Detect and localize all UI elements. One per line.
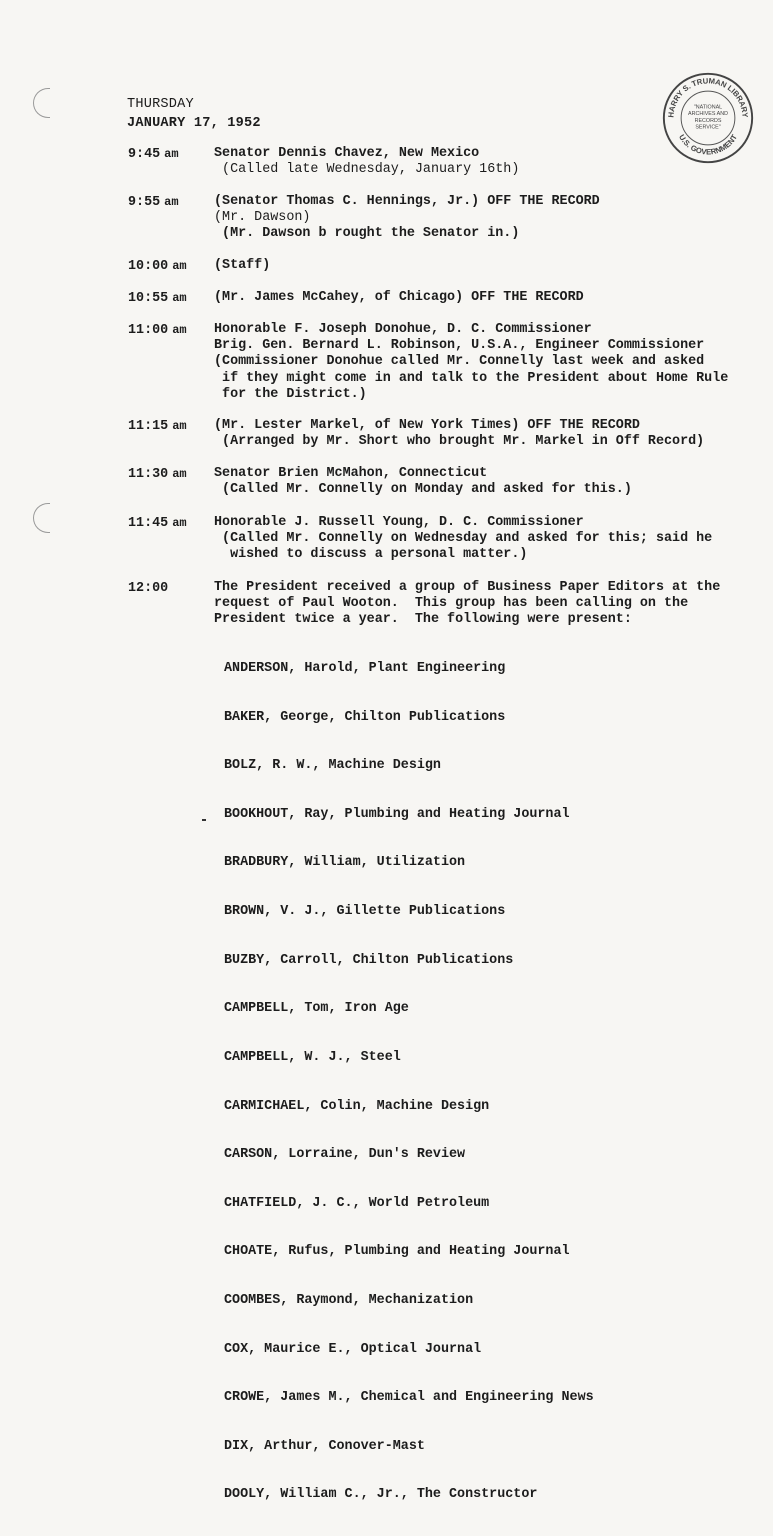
entry-line: request of Paul Wooton. This group has been calling on the bbox=[214, 596, 689, 612]
entry-time: 10:55 am bbox=[128, 291, 187, 306]
entry-line: (Arranged by Mr. Short who brought Mr. Markel in Off Record) bbox=[214, 434, 705, 450]
entry-line: Senator Dennis Chavez, New Mexico bbox=[214, 146, 480, 161]
list-item: CHOATE, Rufus, Plumbing and Heating Journal bbox=[224, 1244, 570, 1260]
entry-line: for the District.) bbox=[214, 386, 367, 402]
list-item: CAMPBELL, Tom, Iron Age bbox=[224, 1001, 409, 1017]
stamp-center-line: ARCHIVES AND bbox=[688, 111, 728, 118]
entry-line: (Mr. Dawson) bbox=[214, 210, 311, 226]
punch-hole-mark bbox=[33, 88, 50, 118]
list-item: CHATFIELD, J. C., World Petroleum bbox=[224, 1195, 490, 1211]
entry-line: (Called Mr. Connelly on Wednesday and asked for this; said he bbox=[214, 531, 713, 547]
entry-time: 9:45 am bbox=[128, 147, 179, 162]
punch-hole-mark bbox=[33, 503, 50, 533]
attendee-list bbox=[214, 629, 754, 1536]
entry-line: (Mr. Lester Markel, of New York Times) OFF THE RECORD bbox=[214, 418, 640, 433]
entry-time: 9:55 am bbox=[128, 195, 179, 210]
entry-line: President twice a year. The following were present: bbox=[214, 612, 632, 628]
list-item: BRADBURY, William, Utilization bbox=[224, 855, 466, 871]
entry-time: 12:00 bbox=[128, 581, 169, 596]
heading-date: JANUARY 17, 1952 bbox=[127, 116, 261, 131]
list-item: BROWN, V. J., Gillette Publications bbox=[224, 904, 506, 920]
heading-day: THURSDAY bbox=[127, 97, 194, 112]
entry-time: 11:15 am bbox=[128, 419, 187, 434]
entry-line: Honorable F. Joseph Donohue, D. C. Commissioner bbox=[214, 322, 592, 337]
entry-line: (Called Mr. Connelly on Monday and asked for this.) bbox=[214, 482, 632, 498]
entry-line: if they might come in and talk to the President about Home Rule bbox=[214, 370, 729, 386]
list-item: CARMICHAEL, Colin, Machine Design bbox=[224, 1098, 490, 1114]
entry-line: Brig. Gen. Bernard L. Robinson, U.S.A., Engineer Commissioner bbox=[214, 338, 705, 354]
entry-line: Honorable J. Russell Young, D. C. Commissioner bbox=[214, 515, 584, 530]
entry-line: (Staff) bbox=[214, 258, 271, 273]
list-item: DOOLY, William C., Jr., The Constructor bbox=[224, 1487, 538, 1503]
list-item: BOLZ, R. W., Machine Design bbox=[224, 758, 441, 774]
stamp-bottom-text: U.S. GOVERNMENT bbox=[676, 132, 739, 157]
list-item: CROWE, James M., Chemical and Engineering News bbox=[224, 1390, 594, 1406]
entry-time: 11:00 am bbox=[128, 323, 187, 338]
entry-line: Senator Brien McMahon, Connecticut bbox=[214, 466, 488, 481]
entry-line: wished to discuss a personal matter.) bbox=[214, 547, 528, 563]
entry-line: The President received a group of Business Paper Editors at the bbox=[214, 580, 721, 595]
entry-line: (Commissioner Donohue called Mr. Connelly last week and asked bbox=[214, 354, 705, 370]
entry-time: 11:45 am bbox=[128, 516, 187, 531]
list-item: BAKER, George, Chilton Publications bbox=[224, 709, 506, 725]
list-item: COOMBES, Raymond, Mechanization bbox=[224, 1292, 474, 1308]
margin-tick-mark bbox=[202, 819, 206, 821]
entry-line: (Mr. Dawson b rought the Senator in.) bbox=[214, 226, 520, 242]
list-item: CARSON, Lorraine, Dun's Review bbox=[224, 1147, 466, 1163]
date-heading bbox=[127, 95, 261, 133]
entry-line: (Mr. James McCahey, of Chicago) OFF THE RECORD bbox=[214, 290, 584, 305]
entry-line: (Called late Wednesday, January 16th) bbox=[214, 162, 520, 178]
stamp-center-line: "NATIONAL bbox=[693, 104, 723, 111]
list-item: BOOKHOUT, Ray, Plumbing and Heating Journal bbox=[224, 806, 570, 822]
stamp-center-line: RECORDS bbox=[694, 117, 722, 124]
list-item: BUZBY, Carroll, Chilton Publications bbox=[224, 952, 514, 968]
list-item: COX, Maurice E., Optical Journal bbox=[224, 1341, 482, 1357]
entry-line: (Senator Thomas C. Hennings, Jr.) OFF THE RECORD bbox=[214, 194, 600, 209]
stamp-center-line: SERVICE" bbox=[695, 124, 721, 131]
list-item: ANDERSON, Harold, Plant Engineering bbox=[224, 661, 506, 677]
stamp-ring-text: HARRY S. TRUMAN LIBRARY bbox=[666, 76, 750, 118]
entry-time: 11:30 am bbox=[128, 467, 187, 482]
entry-time: 10:00 am bbox=[128, 259, 187, 274]
list-item: CAMPBELL, W. J., Steel bbox=[224, 1049, 401, 1065]
list-item: DIX, Arthur, Conover-Mast bbox=[224, 1438, 425, 1454]
